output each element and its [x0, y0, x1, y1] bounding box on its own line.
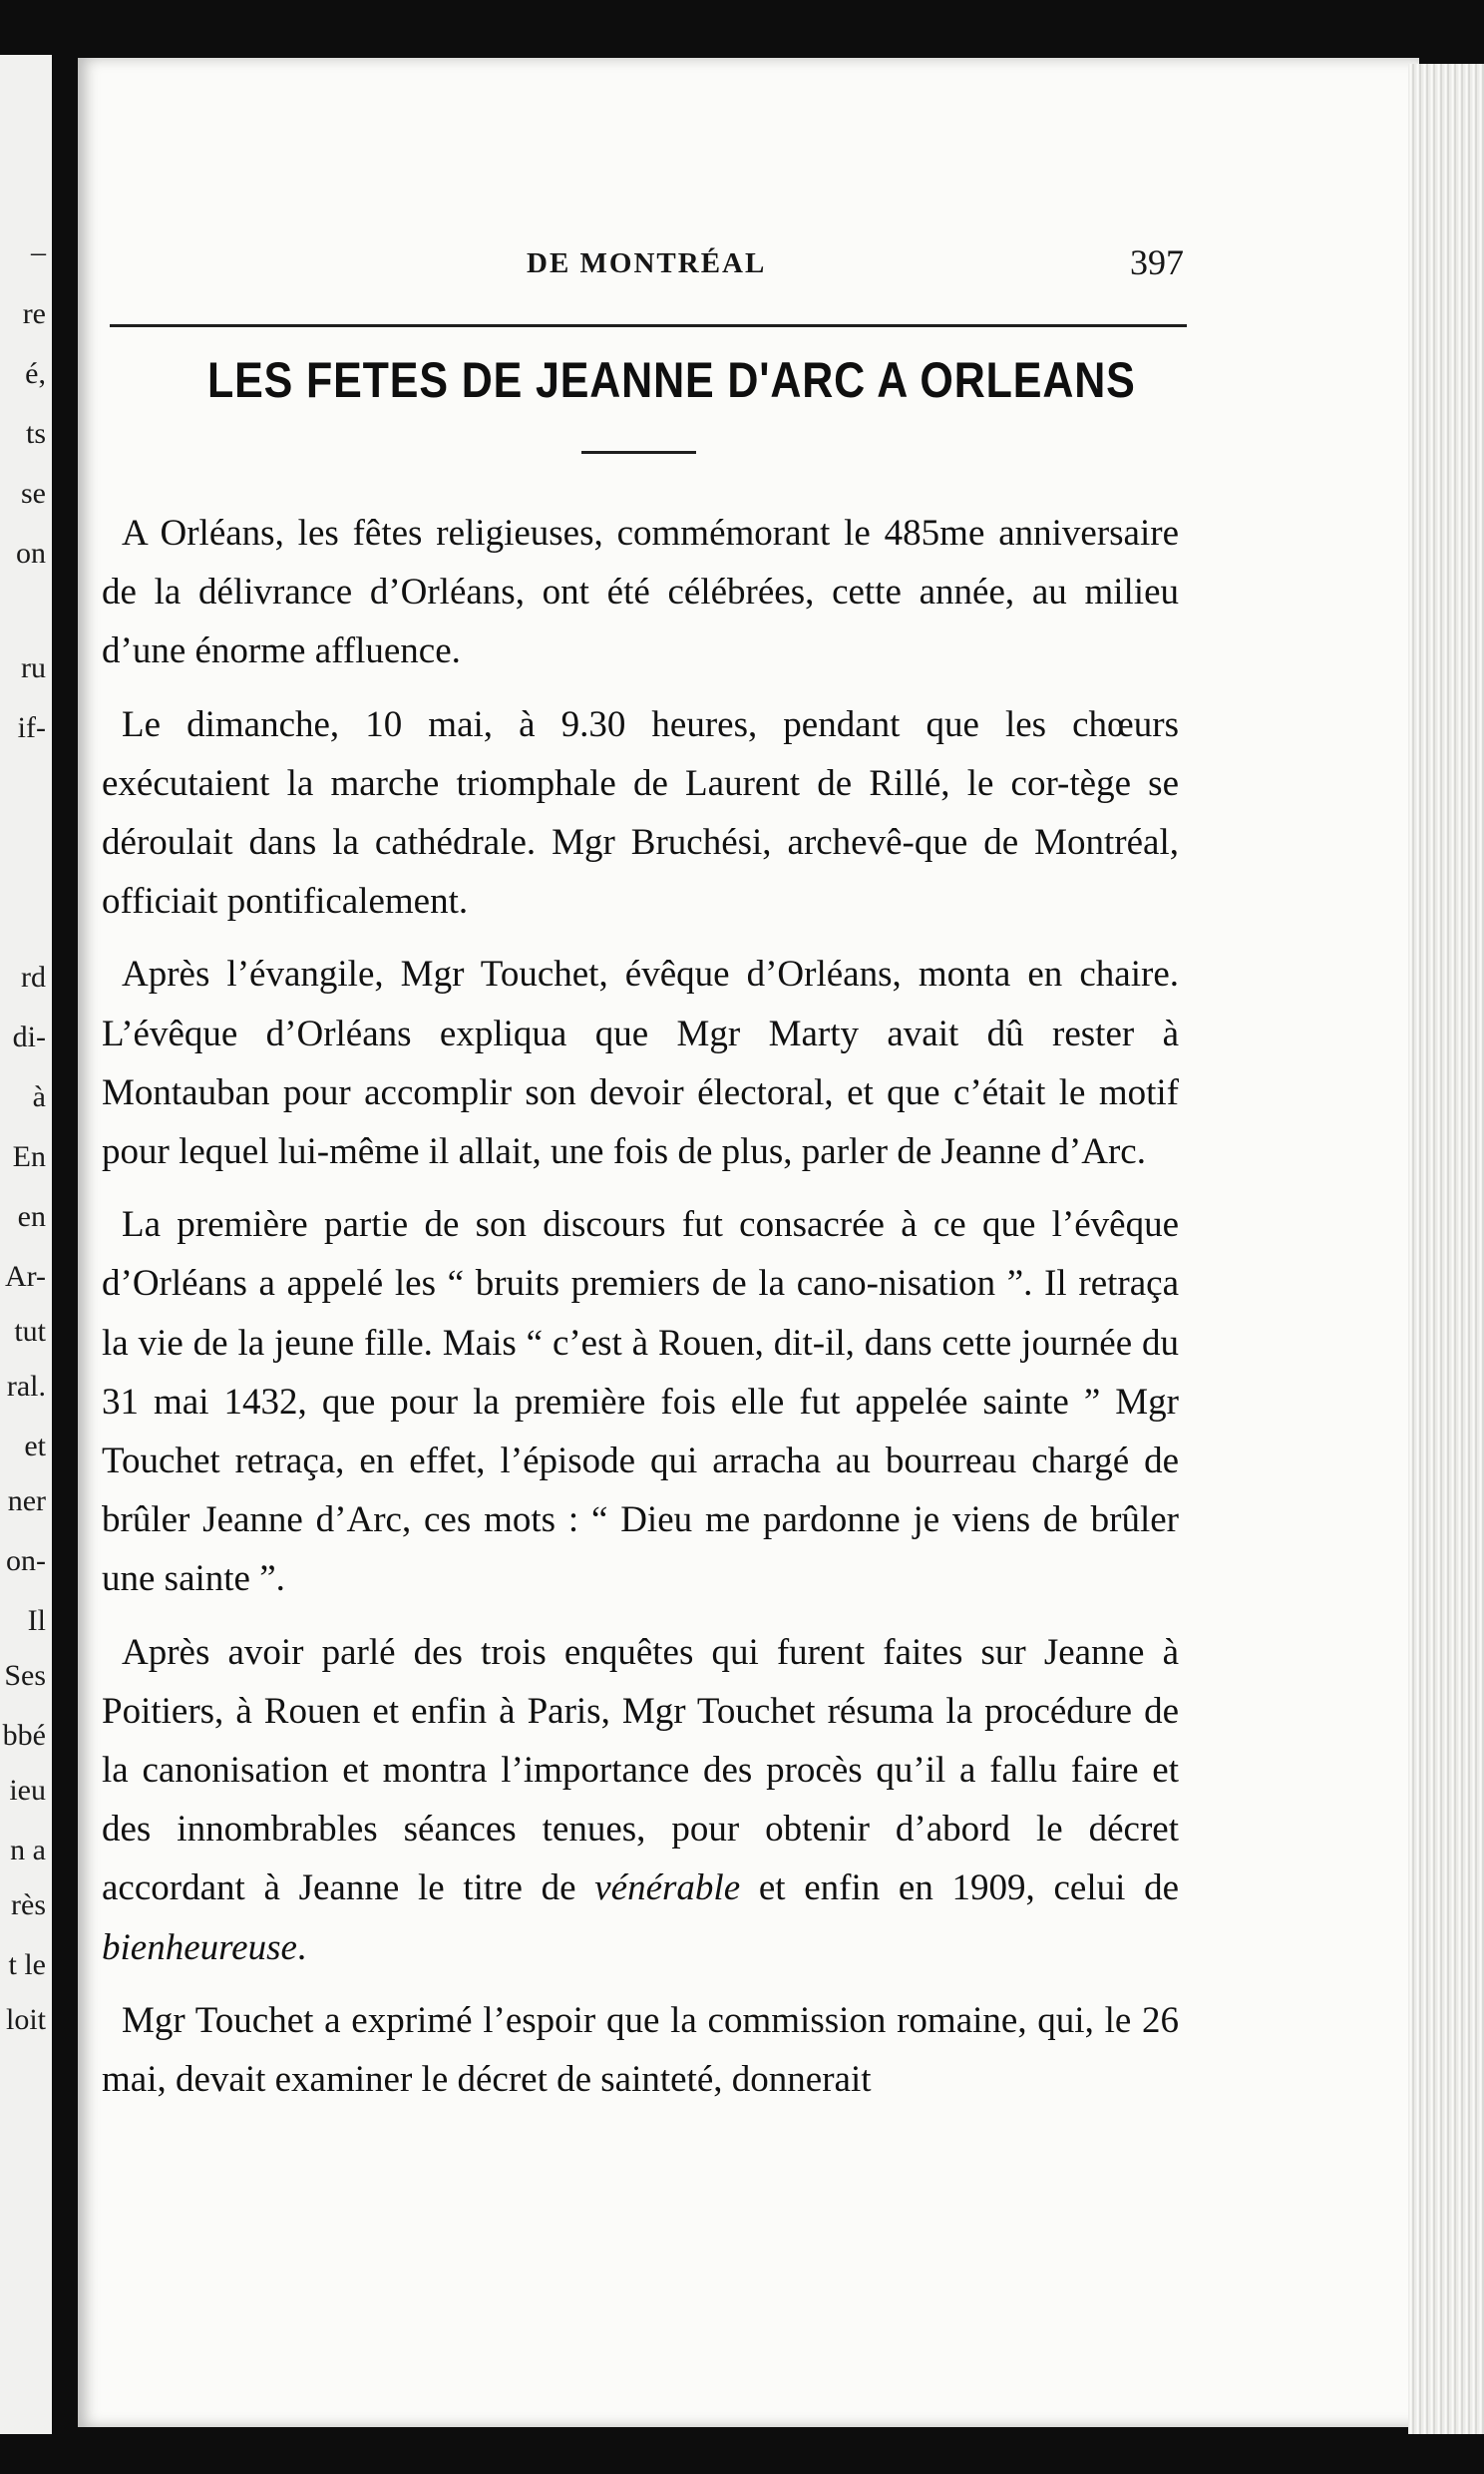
- paragraph-text: Après l’évangile, Mgr Touchet, évêque d’Orléans, monta en chaire. L’évêque d’Orléans expliqua que Mgr Marty avait dû rester à Montauban pour accomplir son devoir électoral, et que c’était le motif pour lequel lui-même il allait, une fois de plus, parler de Jeanne d’Arc.: [102, 954, 1179, 1173]
- left-page-fragment: Ar-: [4, 1260, 46, 1293]
- running-title: DE MONTRÉAL: [527, 247, 767, 279]
- italic-term: vénérable: [594, 1867, 741, 1909]
- left-page-fragment: on-: [6, 1544, 46, 1577]
- article-body: [102, 504, 1179, 2123]
- paragraph-text: Mgr Touchet a exprimé l’espoir que la commission romaine, qui, le 26 mai, devait examiner le décret de sainteté, donnerait: [102, 1999, 1179, 2101]
- paragraph-text: La première partie de son discours fut consacrée à ce que l’évêque d’Orléans a appelé les “ bruits premiers de la cano-nisation ”. Il retraça la vie de la jeune fille. Mais “ c’est à Rouen, dit-il, dans cette journée du 31 mai 1432, que pour la première fois elle fut appelée sainte ” Mgr Touchet retraça, en effet, l’épisode qui arracha au bourreau chargé de brûler Jeanne d’Arc, ces mots : “ Dieu me pardonne je viens de brûler une sainte ”.: [102, 1204, 1179, 1600]
- left-page-fragment: tut: [14, 1315, 46, 1348]
- left-page-fragment: ner: [7, 1484, 46, 1517]
- left-page-fragment: é,: [25, 357, 46, 390]
- left-page-fragment: et: [24, 1430, 46, 1462]
- left-page-fragment: loit: [5, 2003, 46, 2036]
- paragraph: [102, 504, 1179, 681]
- left-page-fragment: di-: [12, 1021, 46, 1053]
- left-page-fragment: Ses: [4, 1659, 46, 1692]
- paragraph-text: Après avoir parlé des trois enquêtes qui furent faites sur Jeanne à Poitiers, à Rouen et enfin à Paris, Mgr Touchet résuma la procédure de la canonisation et montra l’importance des procès qu’il a fallu faire et des innombrables séances tenues, pour obtenir d’abord le décret accordant à Jeanne le titre de: [102, 1631, 1179, 1909]
- left-page-fragment: se: [21, 477, 46, 510]
- running-head: [78, 242, 1419, 287]
- italic-term: bienheureuse: [102, 1926, 297, 1968]
- left-page-fragment: ral.: [6, 1370, 46, 1403]
- left-page-fragment: ts: [25, 417, 46, 450]
- left-page-fragment: rd: [21, 961, 46, 994]
- paragraph-text: A Orléans, les fêtes religieuses, commémorant le 485me anniversaire de la délivrance d’Orléans, ont été célébrées, cette année, au milieu d’une énorme affluence.: [102, 513, 1179, 672]
- left-page-fragment: ieu: [9, 1774, 46, 1807]
- left-page-fragment: en: [17, 1200, 46, 1233]
- left-page-fragment: if-: [17, 711, 46, 744]
- page-fore-edge: [1408, 64, 1484, 2443]
- left-page-fragment: Il: [27, 1604, 46, 1637]
- left-page-fragment: t le: [8, 1948, 46, 1981]
- paragraph: [102, 695, 1179, 932]
- left-page-edge: [0, 55, 52, 2439]
- left-page-fragment: ru: [21, 651, 46, 684]
- scan-border: [0, 2434, 1484, 2474]
- header-rule: [110, 324, 1187, 327]
- paragraph: [102, 945, 1179, 1181]
- paragraph: [102, 1195, 1179, 1608]
- article-title: LES FETES DE JEANNE D'ARC A ORLEANS: [207, 352, 1136, 408]
- title-rule: [581, 451, 696, 454]
- left-page-fragment: n a: [10, 1834, 46, 1866]
- paragraph-text: Le dimanche, 10 mai, à 9.30 heures, pendant que les chœurs exécutaient la marche triomphale de Laurent de Rillé, le cor-tège se déroulait dans la cathédrale. Mgr Bruchési, archevê-que de Montréal, officiait pontificalement.: [102, 703, 1179, 923]
- paragraph: [102, 1991, 1179, 2109]
- left-page-fragment: bbé: [2, 1719, 46, 1752]
- paragraph-text: .: [296, 1926, 307, 1968]
- paragraph-text: et enfin en 1909, celui de: [740, 1867, 1179, 1909]
- paragraph: [102, 1623, 1179, 1977]
- left-page-fragment: on: [16, 537, 46, 570]
- page-number: 397: [1130, 242, 1184, 282]
- left-page-fragment: –: [31, 235, 46, 268]
- left-page-fragment: à: [32, 1080, 46, 1113]
- left-page-fragment: En: [12, 1140, 46, 1173]
- left-page-fragment: re: [22, 297, 46, 330]
- left-page-fragment: rès: [11, 1888, 46, 1921]
